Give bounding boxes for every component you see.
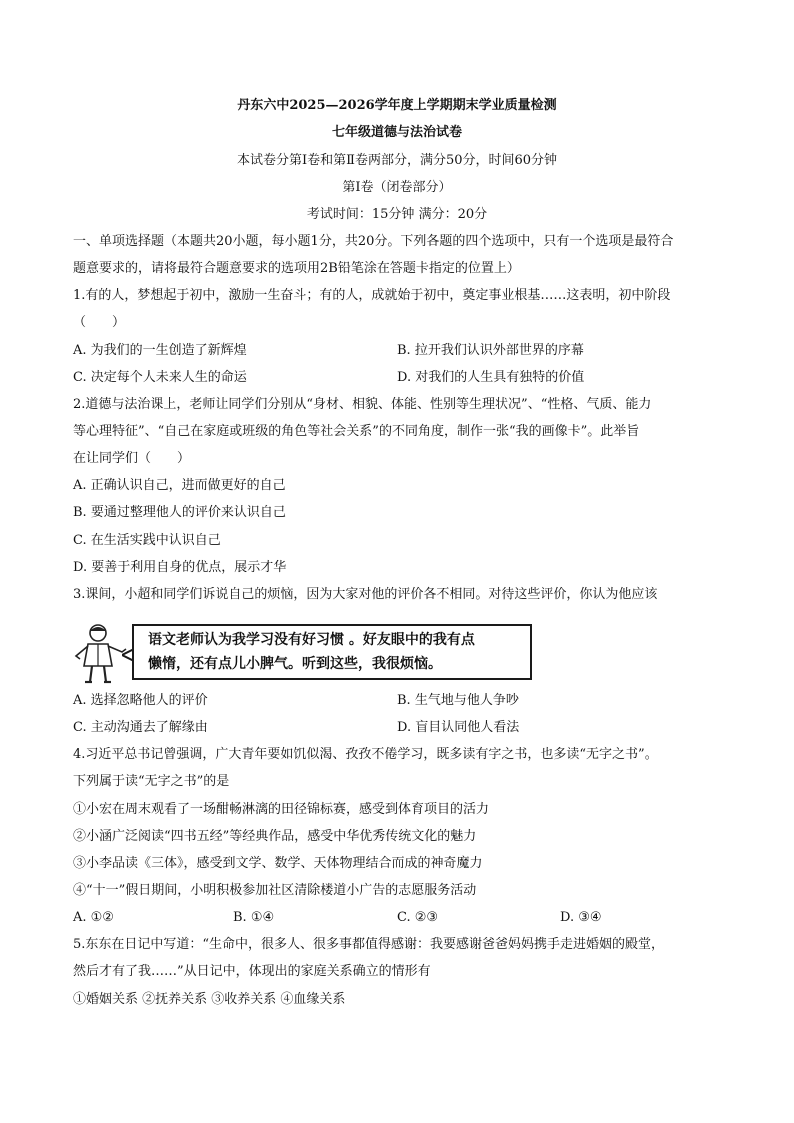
q2-option-b: B. 要通过整理他人的评价来认识自己: [73, 505, 286, 520]
q1-stem-line2: （ ）: [73, 315, 126, 330]
subject-title: 七年级道德与法治试卷: [331, 125, 462, 140]
q4-option-b: B. ①④: [233, 910, 275, 925]
q3-option-b: B. 生气地与他人争吵: [397, 693, 519, 708]
exam-intro: 本试卷分第Ⅰ卷和第Ⅱ卷两部分，满分50分，时间60分钟: [236, 153, 558, 168]
q2-stem-line1: 2.道德与法治课上，老师让同学们分别从“身材、相貌、体能、性别等生理状况”、“性格、气质、能力: [73, 397, 652, 412]
q4-item-3: ③小李品读《三体》，感受到文学、数学、天体物理结合而成的神奇魔力: [73, 856, 483, 871]
q1-option-a: A. 为我们的一生创造了新辉煌: [73, 343, 247, 358]
q4-item-4: ④“十一”假日期间，小明积极参加社区清除楼道小广告的志愿服务活动: [73, 883, 477, 898]
school-title: 丹东六中2025—2026学年度上学期期末学业质量检测: [237, 98, 557, 113]
q2-option-c: C. 在生活实践中认识自己: [73, 533, 221, 548]
q4-item-2: ②小涵广泛阅读“四书五经”等经典作品，感受中华优秀传统文化的魅力: [73, 829, 477, 844]
speech-bubble: [132, 624, 532, 680]
speech-bubble-line2: 懒惰，还有点儿小脾气。听到这些，我很烦恼。: [148, 656, 442, 672]
q4-stem-line1: 4.习近平总书记曾强调，广大青年要如饥似渴、孜孜不倦学习，既多读有字之书，也多读“无字之书”。: [73, 747, 658, 762]
section-instruction-line2: 题意要求的，请将最符合题意要求的选项用2B铅笔涂在答题卡指定的位置上）: [73, 261, 520, 276]
q4-stem-line2: 下列属于读“无字之书”的是: [73, 774, 230, 789]
q4-option-a: A. ①②: [73, 910, 114, 925]
part-title: 第Ⅰ卷（闭卷部分）: [342, 180, 452, 195]
q3-option-d: D. 盲目认同他人看法: [397, 720, 520, 735]
q5-stem-line1: 5.东东在日记中写道：“生命中，很多人、很多事都值得感谢：我要感谢爸爸妈妈携手走进婚姻的殿堂，: [73, 937, 665, 952]
q1-option-b: B. 拉开我们认识外部世界的序幕: [397, 343, 584, 358]
q2-option-d: D. 要善于利用自身的优点，展示才华: [73, 560, 287, 575]
time-info: 考试时间：15分钟 满分：20分: [306, 207, 488, 222]
q1-option-d: D. 对我们的人生具有独特的价值: [397, 370, 585, 385]
q1-stem-line1: 1.有的人，梦想起于初中，激励一生奋斗；有的人，成就始于初中，奠定事业根基……这表明，初中阶段: [73, 288, 671, 303]
q3-option-c: C. 主动沟通去了解缘由: [73, 720, 208, 735]
q2-stem-line2: 等心理特征”、“自己在家庭或班级的角色等社会关系”的不同角度，制作一张“我的画像卡”。此举旨: [73, 424, 640, 439]
q4-item-1: ①小宏在周末观看了一场酣畅淋漓的田径锦标赛，感受到体育项目的活力: [73, 802, 490, 817]
q4-option-d: D. ③④: [560, 910, 602, 925]
q3-option-a: A. 选择忽略他人的评价: [73, 693, 208, 708]
q5-stem-line2: 然后才有了我……”从日记中，体现出的家庭关系确立的情形有: [73, 964, 431, 979]
section-instruction-line1: 一、单项选择题（本题共20小题，每小题1分，共20分。下列各题的四个选项中，只有一个选项是最符合: [73, 234, 674, 249]
q3-stem-line1: 3.课间，小超和同学们诉说自己的烦恼，因为大家对他的评价各不相同。对待这些评价，你认为他应该: [73, 587, 658, 602]
q2-option-a: A. 正确认识自己，进而做更好的自己: [73, 478, 286, 493]
q4-option-c: C. ②③: [397, 910, 439, 925]
speech-bubble-line1: 语文老师认为我学习没有好习惯 。好友眼中的我有点: [148, 632, 475, 648]
q1-option-c: C. 决定每个人未来人生的命运: [73, 370, 247, 385]
student-illustration: [70, 622, 130, 684]
q5-items: ①婚姻关系 ②抚养关系 ③收养关系 ④血缘关系: [73, 992, 346, 1007]
q2-stem-line3: 在让同学们（ ）: [73, 451, 191, 466]
